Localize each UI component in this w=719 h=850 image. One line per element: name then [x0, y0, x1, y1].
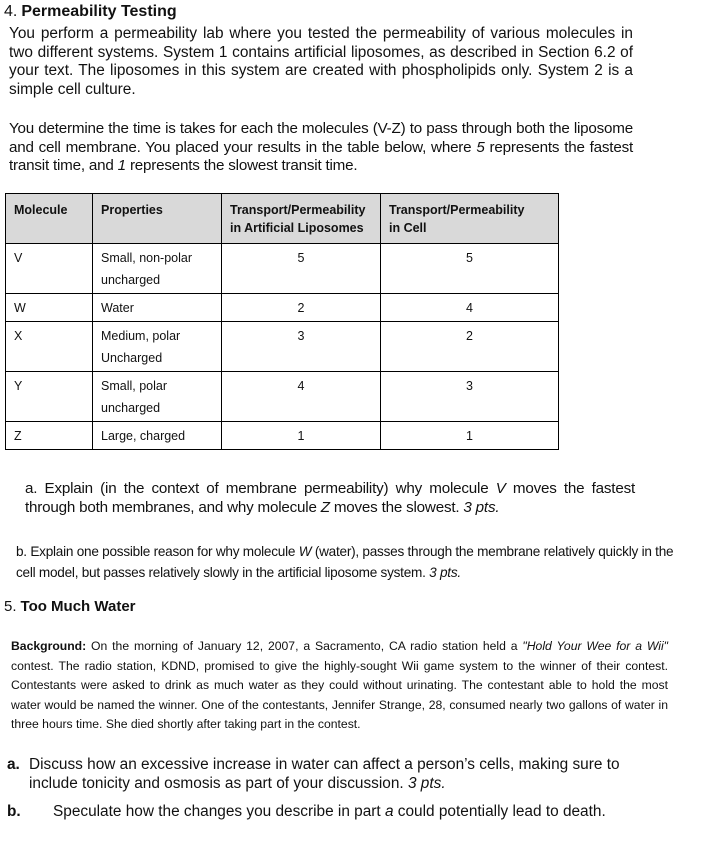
prompt-text: a. Explain (in the context of membrane permeability) why molecule — [25, 480, 496, 497]
prompt-text: could potentially lead to death. — [393, 803, 606, 820]
table-header-row — [6, 194, 559, 244]
points-label: 3 pts. — [463, 499, 500, 516]
part-label: b. — [7, 803, 21, 820]
properties-cell: Small, polar uncharged — [93, 372, 222, 422]
method-text: represents the slowest transit time. — [125, 157, 358, 175]
method-fastest-value: 5 — [476, 138, 485, 156]
properties-cell: Water — [93, 294, 222, 322]
liposome-value: 2 — [222, 294, 381, 322]
question-4a — [25, 479, 635, 517]
properties-cell: Small, non-polar uncharged — [93, 244, 222, 294]
header-liposome: Transport/Permeability in Artificial Liposomes — [222, 194, 381, 244]
cell-value: 4 — [381, 294, 559, 322]
table-row — [6, 244, 559, 294]
contest-name: "Hold Your Wee for a Wii" — [522, 639, 669, 653]
background-label: Background: — [11, 639, 87, 653]
liposome-value: 5 — [222, 244, 381, 294]
cell-value: 5 — [381, 244, 559, 294]
properties-cell: Large, charged — [93, 422, 222, 450]
header-molecule: Molecule — [6, 194, 93, 244]
part-ref: a — [384, 803, 394, 820]
table-row — [6, 294, 559, 322]
molecule-ref: V — [495, 480, 506, 497]
prompt-text: b. Explain one possible reason for why molecule — [16, 544, 299, 559]
method-text: You determine the time is takes for each the molecules (V-Z) to pass through both the liposome and cell membrane. You placed your results in the table below, where — [9, 120, 633, 156]
question-4-intro: You perform a permeability lab where you tested the permeability of various molecules in two different systems. System 1 contains artificial liposomes, as described in Section 6.2 of your text. The liposomes in this system are created with phospholipids only. System 2 is a simple cell culture. — [9, 25, 633, 98]
properties-cell: Medium, polar Uncharged — [93, 322, 222, 372]
prompt-text: moves the fastest through both membranes, and why molecule — [25, 480, 635, 516]
molecule-cell: V — [6, 244, 93, 294]
question-5-background — [11, 637, 668, 735]
prompt-text: (water), passes through the membrane relatively quickly in the cell model, but passes relatively slowly in the artificial liposome system. — [16, 544, 674, 580]
table-row — [6, 322, 559, 372]
cell-value: 3 — [381, 372, 559, 422]
question-5-heading — [4, 597, 136, 616]
background-text: contest. The radio station, KDND, promised to give the highly-sought Wii game system to the winner of their contest. Contestants were asked to drink as much water as they could without urinating. The contestant able to hold the most water would be named the winner. One of the contestants, Jennifer Strange, 28, consumed nearly two gallons of water in three hours time. She died shortly after taking part in the contest. — [11, 658, 668, 732]
table-row — [6, 372, 559, 422]
points-label: 3 pts. — [407, 775, 446, 792]
question-title: Permeability Testing — [21, 3, 177, 20]
molecule-cell: X — [6, 322, 93, 372]
liposome-value: 3 — [222, 322, 381, 372]
molecule-cell: Y — [6, 372, 93, 422]
question-title: Too Much Water — [20, 598, 136, 615]
cell-value: 2 — [381, 322, 559, 372]
table-row — [6, 422, 559, 450]
liposome-value: 4 — [222, 372, 381, 422]
question-number: 4. — [4, 3, 18, 20]
liposome-value: 1 — [222, 422, 381, 450]
cell-value: 1 — [381, 422, 559, 450]
prompt-text: moves the slowest. — [329, 499, 464, 516]
prompt-text: Speculate how the changes you describe in part — [53, 803, 385, 820]
permeability-results-table — [5, 193, 559, 450]
question-4-heading — [4, 2, 177, 21]
points-label: 3 pts. — [429, 565, 461, 580]
part-label: a. — [7, 756, 20, 773]
molecule-cell: W — [6, 294, 93, 322]
question-5a — [7, 755, 667, 793]
method-text: represents the fastest transit time, and — [9, 138, 633, 175]
header-properties: Properties — [93, 194, 222, 244]
background-text: On the morning of January 12, 2007, a Sacramento, CA radio station held a — [86, 639, 523, 653]
molecule-cell: Z — [6, 422, 93, 450]
molecule-ref: W — [298, 544, 312, 559]
prompt-text: Discuss how an excessive increase in water can affect a person’s cells, making sure to — [29, 756, 620, 773]
question-5b — [7, 802, 667, 821]
question-number: 5. — [4, 598, 17, 615]
prompt-text: include tonicity and osmosis as part of your discussion. — [29, 775, 408, 792]
molecule-ref: Z — [320, 499, 330, 516]
question-4b — [16, 541, 676, 583]
method-slowest-value: 1 — [117, 157, 126, 175]
question-4-method — [9, 120, 633, 176]
header-cell: Transport/Permeability in Cell — [381, 194, 559, 244]
